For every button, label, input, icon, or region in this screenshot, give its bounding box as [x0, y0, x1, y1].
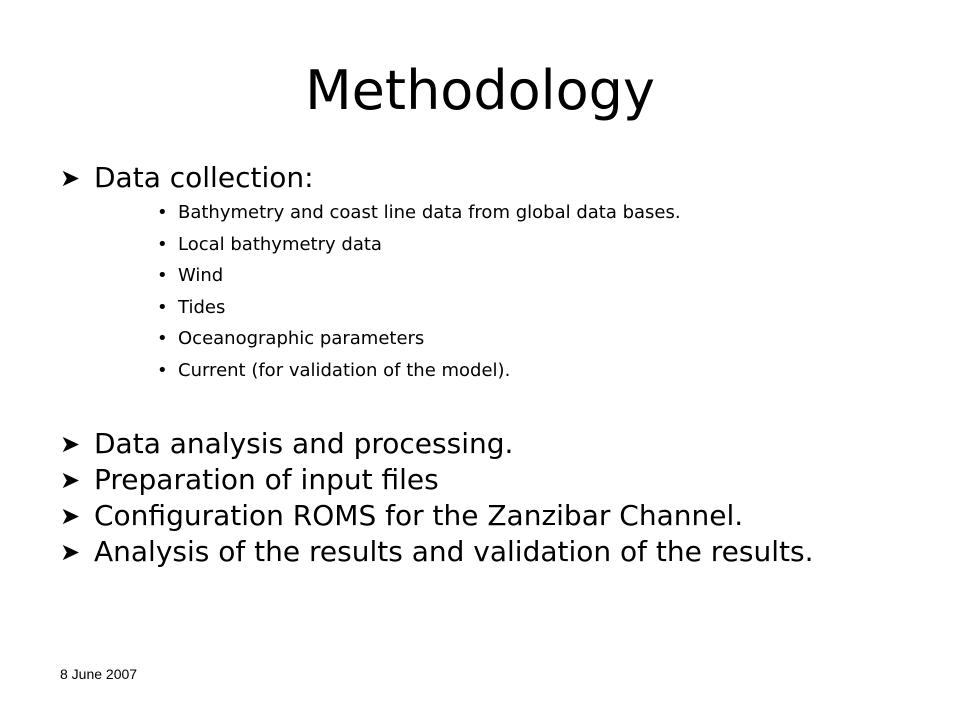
- step-text: Data analysis and processing.: [94, 427, 514, 460]
- data-collection-heading: Data collection:: [94, 161, 314, 194]
- arrow-bullet-icon: ➤: [60, 538, 81, 566]
- list-item-text: Current (for validation of the model).: [178, 359, 511, 381]
- methodology-steps: [60, 427, 920, 569]
- slide-title: Methodology: [305, 59, 655, 122]
- arrow-bullet-icon: ➤: [60, 466, 81, 494]
- list-item: [157, 234, 917, 266]
- dot-bullet-icon: •: [157, 359, 168, 381]
- list-item: [157, 328, 917, 360]
- arrow-bullet-icon: ➤: [60, 502, 81, 530]
- dot-bullet-icon: •: [157, 328, 168, 350]
- list-item-text: Oceanographic parameters: [178, 328, 425, 350]
- bullet-step: [60, 535, 814, 569]
- dot-bullet-icon: •: [157, 202, 168, 223]
- dot-bullet-icon: •: [157, 265, 168, 287]
- list-item-text: Local bathymetry data: [178, 233, 382, 255]
- arrow-bullet-icon: ➤: [60, 164, 81, 192]
- step-text: Preparation of input files: [94, 463, 439, 496]
- dot-bullet-icon: •: [157, 233, 168, 255]
- list-item: [157, 297, 917, 329]
- dot-bullet-icon: •: [157, 296, 168, 318]
- arrow-bullet-icon: ➤: [60, 430, 81, 458]
- bullet-step: [60, 427, 920, 461]
- list-item-text: Wind: [178, 265, 224, 287]
- data-collection-section: [60, 161, 920, 195]
- list-item-text: Tides: [178, 296, 226, 318]
- list-item: [157, 202, 917, 234]
- step-text: Analysis of the results and validation of the results.: [94, 535, 814, 568]
- bullet-step: [60, 463, 920, 497]
- step-text: Configuration ROMS for the Zanzibar Channel.: [94, 499, 744, 532]
- list-item: [157, 265, 917, 297]
- list-item: [157, 360, 917, 392]
- list-item-text: Bathymetry and coast line data from global data bases.: [178, 202, 681, 223]
- bullet-step: [60, 499, 920, 533]
- footer-date: 8 June 2007: [60, 666, 138, 682]
- data-collection-list: [157, 202, 917, 392]
- bullet-data-collection: [60, 161, 920, 195]
